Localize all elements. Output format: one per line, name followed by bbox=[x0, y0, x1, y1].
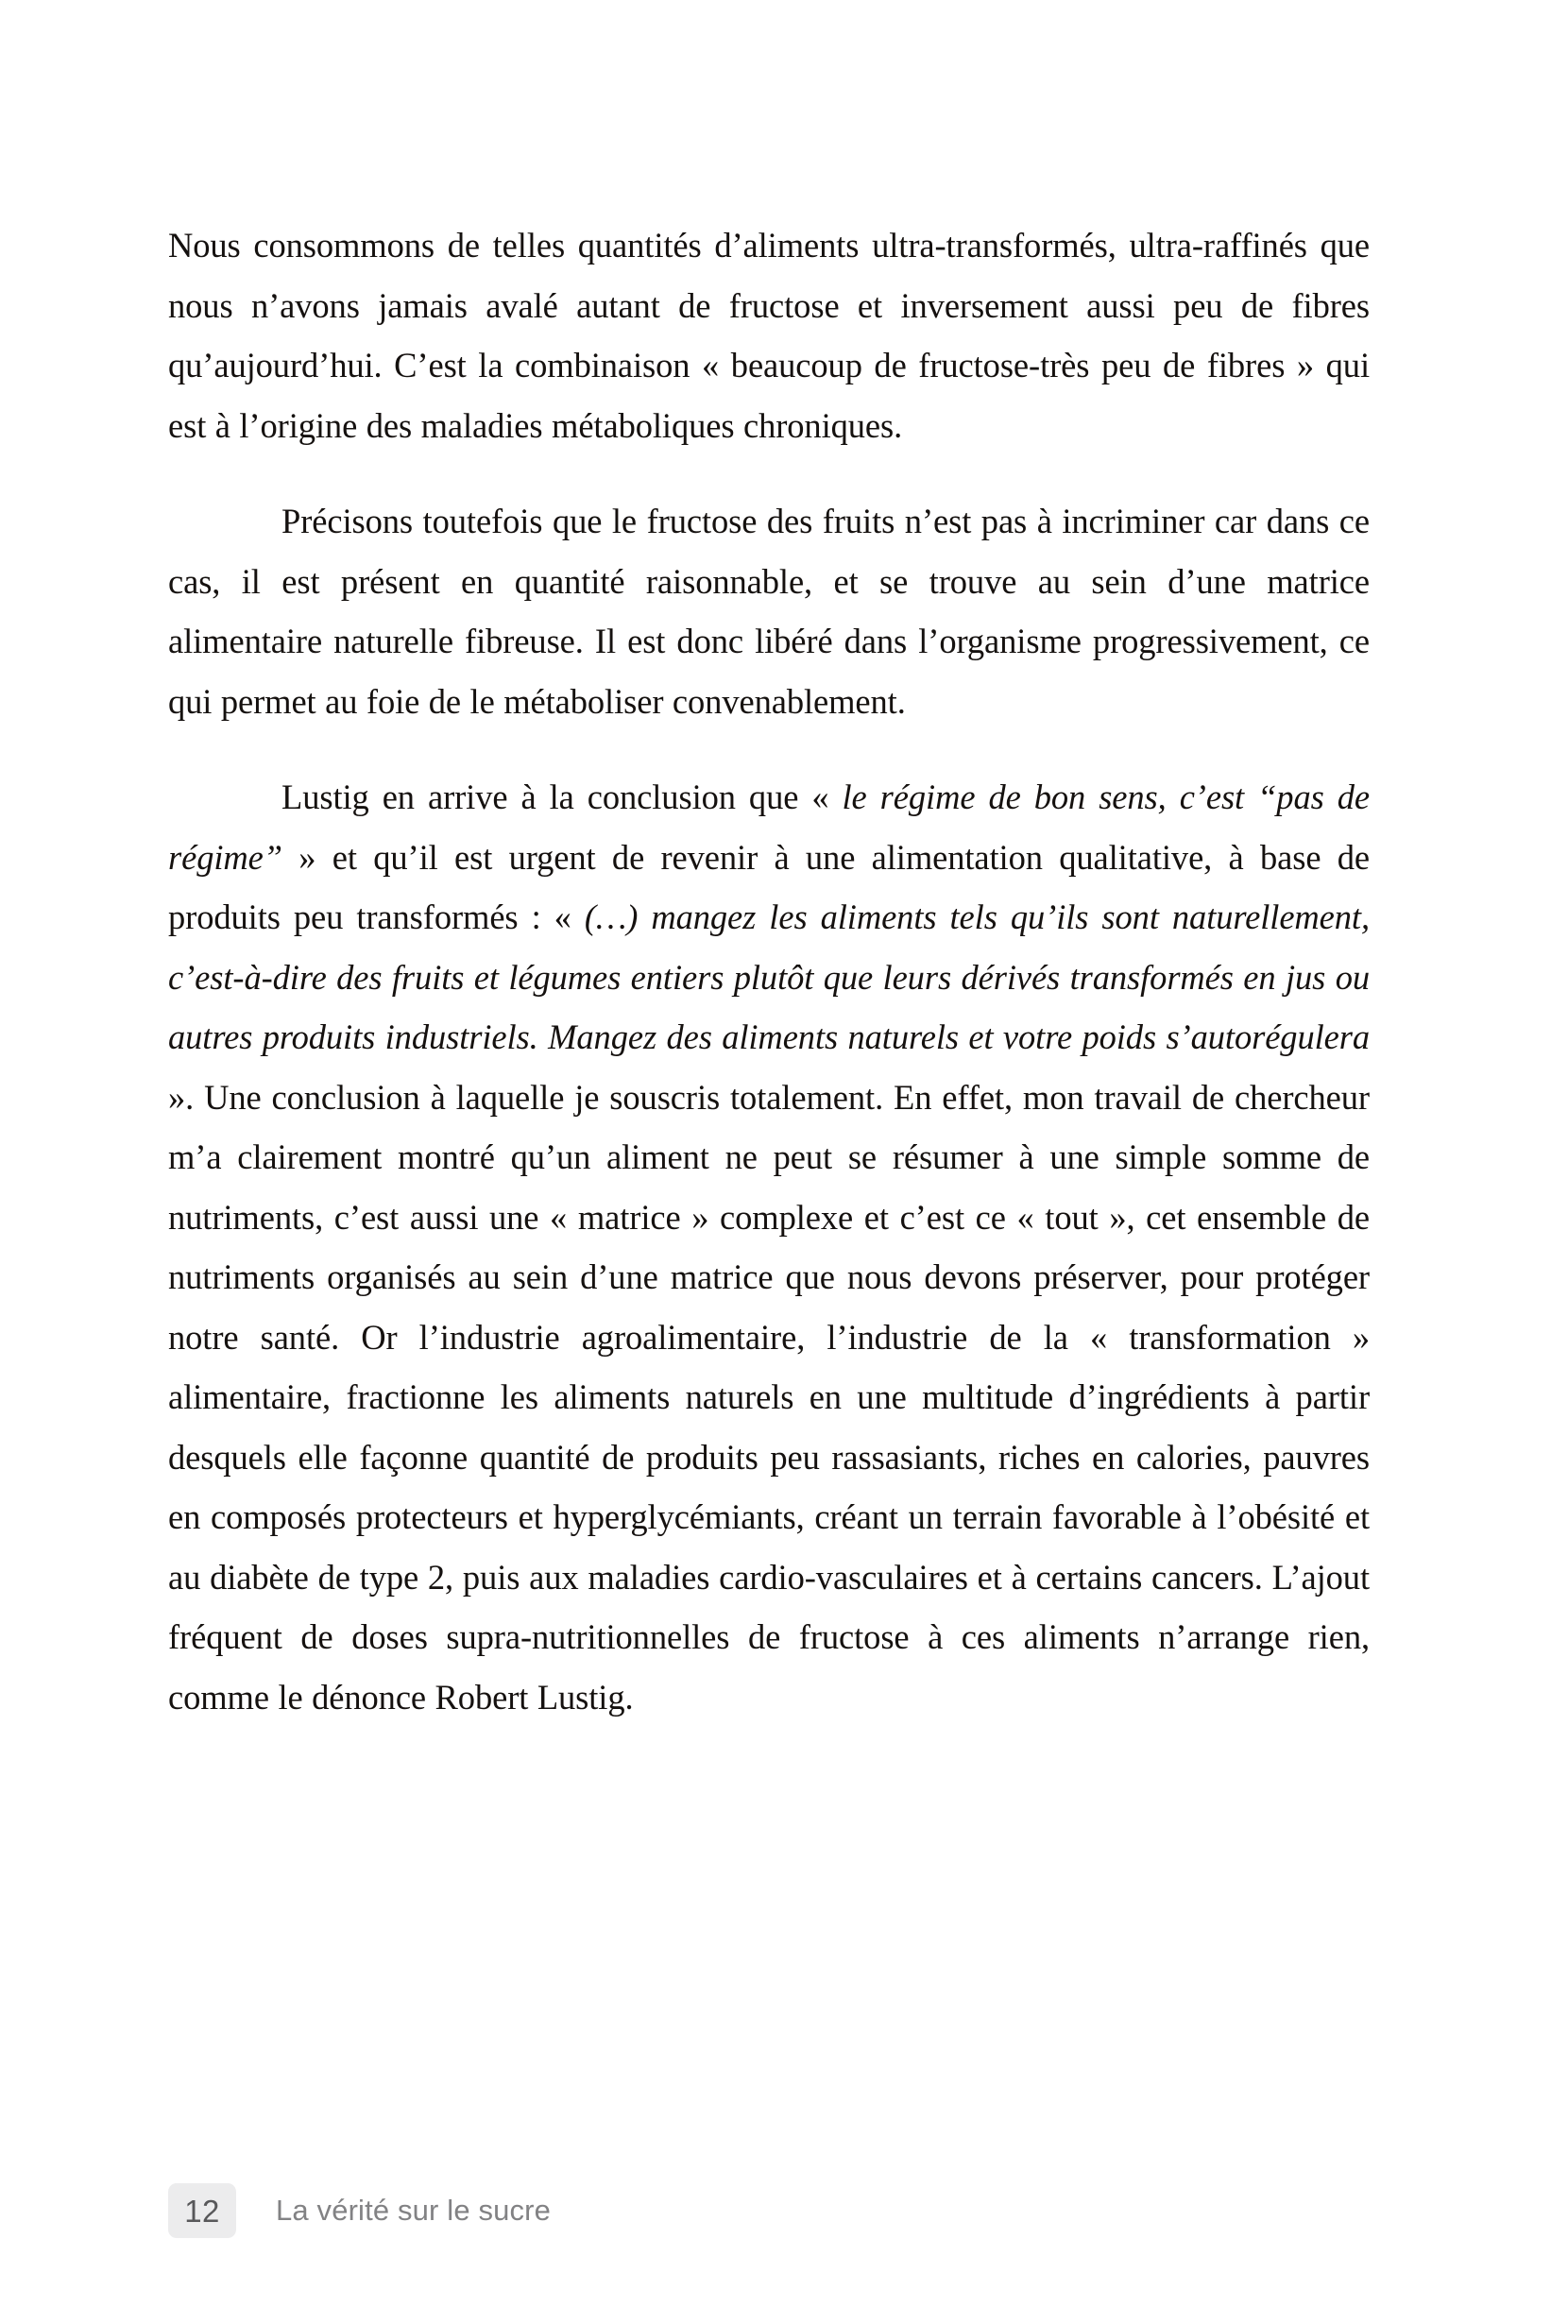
paragraph-3-segment-regular-1: Lustig en arrive à la conclusion que « bbox=[281, 778, 843, 816]
paragraph-3 bbox=[168, 767, 1370, 1727]
paragraph-3-segment-italic-2: (…) mangez les aliments tels qu’ils sont naturellement, c’est-à-dire des fruits et légumes entiers plutôt que leurs dérivés transformés en jus ou autres produits industriels. Mangez des aliments naturels et votre poids s’autorégulera bbox=[168, 897, 1371, 1056]
paragraph-3-segment-italic-1: le régime de bon sens, c’est “pas de régime” bbox=[168, 778, 1370, 877]
page-footer bbox=[168, 2180, 551, 2241]
running-title-label: La vérité sur le sucre bbox=[276, 2194, 552, 2227]
paragraph-3-segment-regular-3: ». Une conclusion à laquelle je souscris totalement. En effet, mon travail de chercheur m’a clairement montré qu’un aliment ne peut se résumer à une simple somme de nutriments, c’est aussi une « matrice » complexe et c’est ce « tout », cet ensemble de nutriments organisés au sein d’une matrice que nous devons préserver, pour protéger notre santé. Or l’industrie agroalimentaire, l’industrie de la « transformation » alimentaire, fractionne les aliments naturels en une multitude d’ingrédients à partir desquels elle façonne quantité de produits peu rassasiants, riches en calories, pauvres en composés protecteurs et hyperglycémiants, créant un terrain favorable à l’obésité et au diabète de type 2, puis aux maladies cardio-vasculaires et à certains cancers. L’ajout fréquent de doses supra-nutritionnelles de fructose à ces aliments n’arrange rien, comme le dénonce Robert Lustig. bbox=[168, 1077, 1370, 1717]
paragraph-2: Précisons toutefois que le fructose des fruits n’est pas à incriminer car dans ce cas, il est présent en quantité raisonnable, et se trouve au sein d’une matrice alimentaire naturelle fibreuse. Il est donc libéré dans l’organisme progressivement, ce qui permet au foie de le métaboliser convenablement. bbox=[168, 502, 1370, 721]
paragraph-3-segment-regular-2: » et qu’il est urgent de revenir à une alimentation qualitative, à base de produits peu transformés : « bbox=[168, 837, 1370, 936]
page-number-badge bbox=[168, 2183, 236, 2238]
page-text-block bbox=[168, 215, 1370, 1727]
paragraph-1: Nous consommons de telles quantités d’aliments ultra-transformés, ultra-raffinés que nous n’avons jamais avalé autant de fructose et inversement aussi peu de fibres qu’aujourd’hui. C’est la combinaison « beaucoup de fructose-très peu de fibres » qui est à l’origine des maladies métaboliques chroniques. bbox=[168, 226, 1370, 445]
page-number-label: 12 bbox=[184, 2193, 220, 2229]
